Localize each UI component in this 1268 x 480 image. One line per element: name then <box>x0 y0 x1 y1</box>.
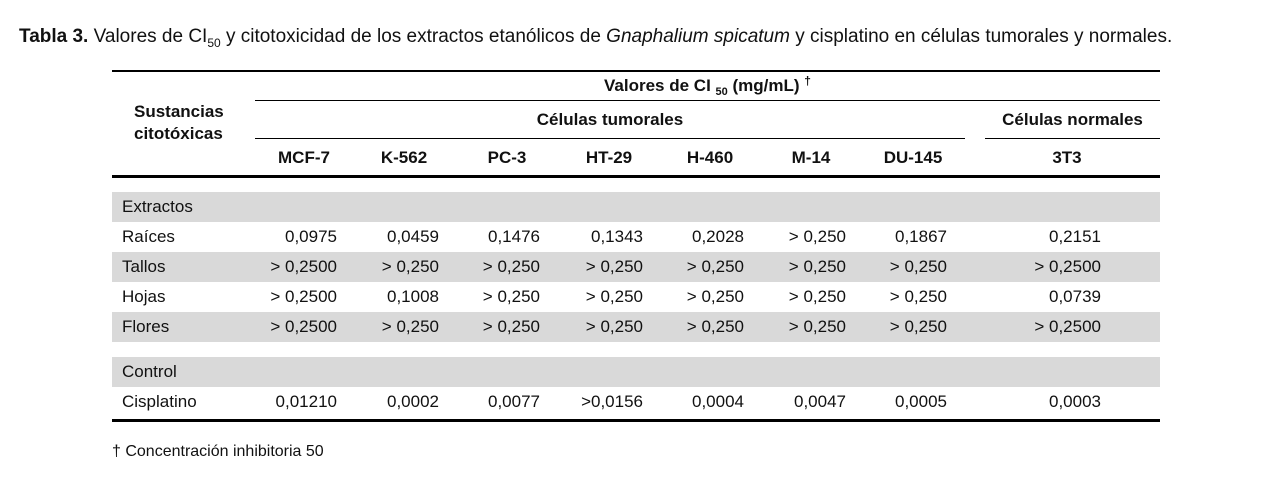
super-header-text: Valores de CI <box>604 76 711 95</box>
row-label: Flores <box>122 317 170 336</box>
column-header: PC-3 <box>487 148 527 167</box>
table-cell: > 0,2500 <box>1034 257 1101 276</box>
caption-text-b: y citotoxicidad de los extractos etanólicos de <box>220 26 607 47</box>
stub-header-line2: citotóxicas <box>134 124 223 143</box>
table-cell: > 0,2500 <box>1034 317 1101 336</box>
super-header-unit: (mg/mL) <box>732 76 800 95</box>
super-header-dagger: † <box>804 74 811 88</box>
column-header: MCF-7 <box>278 148 330 167</box>
table-cell: > 0,2500 <box>270 317 337 336</box>
caption-label: Tabla 3. <box>19 26 89 47</box>
row-label: Cisplatino <box>122 392 197 411</box>
row-label: Hojas <box>122 287 166 306</box>
data-table <box>112 70 1160 422</box>
table-cell: 0,0047 <box>794 392 846 411</box>
caption-text-c: y cisplatino en células tumorales y normales. <box>789 26 1173 47</box>
table-cell: > 0,2500 <box>270 257 337 276</box>
table-cell: 0,1008 <box>387 287 439 306</box>
table-cell: > 0,250 <box>686 317 744 336</box>
normal-group-rule <box>985 138 1160 139</box>
table-cell: 0,0003 <box>1049 392 1101 411</box>
table-cell: > 0,2500 <box>270 287 337 306</box>
group-header-tumor: Células tumorales <box>536 110 684 129</box>
row-label: Tallos <box>122 257 166 276</box>
table-cell: > 0,250 <box>686 257 744 276</box>
top-rule <box>112 70 1160 72</box>
caption-subscript: 50 <box>207 36 221 50</box>
super-header-subscript: 50 <box>715 86 728 98</box>
row-label: Raíces <box>122 227 175 246</box>
section-title: Control <box>122 362 177 381</box>
section-header-band <box>112 192 1160 222</box>
table-cell: > 0,250 <box>788 317 846 336</box>
section-title: Extractos <box>122 197 193 216</box>
table-cell: 0,0975 <box>285 227 337 246</box>
table-cell: > 0,250 <box>585 287 643 306</box>
column-header: DU-145 <box>883 148 943 167</box>
table-cell: > 0,250 <box>889 287 947 306</box>
table-cell: 0,0739 <box>1049 287 1101 306</box>
table-cell: > 0,250 <box>585 317 643 336</box>
table-cell: 0,0005 <box>895 392 947 411</box>
super-header <box>255 76 1160 96</box>
column-header: K-562 <box>380 148 428 167</box>
table-cell: > 0,250 <box>889 317 947 336</box>
table-cell: 0,0459 <box>387 227 439 246</box>
table-cell: > 0,250 <box>482 317 540 336</box>
column-header: M-14 <box>791 148 831 167</box>
stub-header <box>134 101 224 145</box>
footnote: † Concentración inhibitoria 50 <box>112 443 324 460</box>
table-cell: > 0,250 <box>788 257 846 276</box>
column-header: H-460 <box>686 148 734 167</box>
table-cell: 0,2151 <box>1049 227 1101 246</box>
column-header: HT-29 <box>585 148 633 167</box>
table-cell: > 0,250 <box>381 257 439 276</box>
table-cell: 0,0004 <box>692 392 744 411</box>
tumor-group-rule <box>255 138 965 139</box>
table-caption <box>19 26 1172 48</box>
table-cell: > 0,250 <box>788 287 846 306</box>
table-cell: 0,0077 <box>488 392 540 411</box>
table-cell: > 0,250 <box>482 287 540 306</box>
table-cell: 0,1343 <box>591 227 643 246</box>
stub-header-line1: Sustancias <box>134 102 224 121</box>
header-bottom-rule <box>112 175 1160 178</box>
column-header: 3T3 <box>1052 148 1082 167</box>
super-header-rule <box>255 100 1160 101</box>
section-header-band <box>112 357 1160 387</box>
table-cell: >0,0156 <box>581 392 643 411</box>
table-cell: > 0,250 <box>381 317 439 336</box>
table-cell: > 0,250 <box>889 257 947 276</box>
table-cell: > 0,250 <box>686 287 744 306</box>
caption-text-a: Valores de CI <box>88 26 208 47</box>
caption-species: Gnaphalium spicatum <box>606 26 790 47</box>
table-cell: 0,2028 <box>692 227 744 246</box>
table-cell: 0,01210 <box>275 392 337 411</box>
table-cell: > 0,250 <box>482 257 540 276</box>
table-cell: > 0,250 <box>788 227 846 246</box>
table-cell: 0,1867 <box>895 227 947 246</box>
bottom-rule <box>112 419 1160 422</box>
table-cell: > 0,250 <box>585 257 643 276</box>
group-header-normal: Células normales <box>1002 110 1143 129</box>
table-cell: 0,1476 <box>488 227 540 246</box>
table-cell: 0,0002 <box>387 392 439 411</box>
